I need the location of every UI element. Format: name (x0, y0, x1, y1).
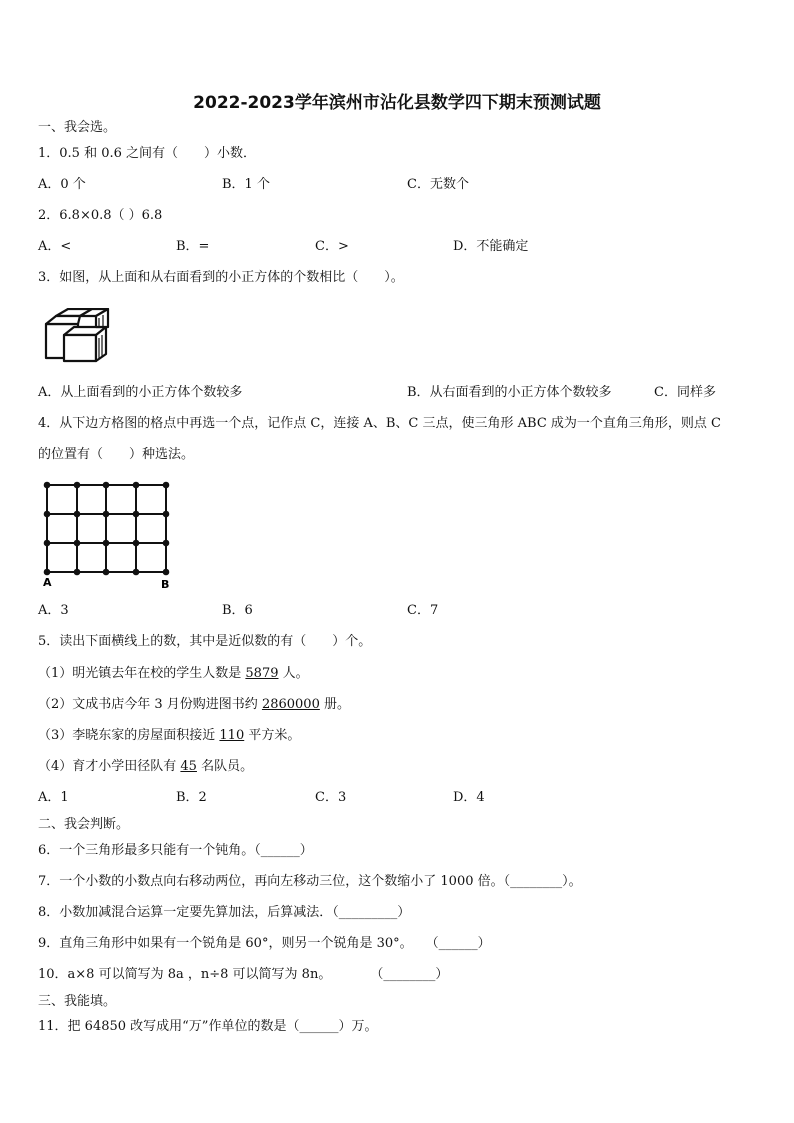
question-8: 8．小数加减混合运算一定要先算加法，后算减法．（_________） (38, 905, 411, 920)
section-heading-1: 一、我会选。 (38, 120, 117, 135)
question-1-option-b[interactable]: B．1 个 (222, 177, 270, 192)
question-4-option-a[interactable]: A．3 (38, 603, 69, 618)
question-4-stem-line-2: 的位置有（ ）种选法。 (38, 447, 195, 462)
item-text: （2）文成书店今年 3 月份购进图书约 (38, 697, 262, 712)
item-text: （3）李晓东家的房屋面积接近 (38, 728, 220, 743)
point-a-label: A (43, 576, 52, 589)
item-text: 人。 (278, 666, 309, 681)
question-5-option-b[interactable]: B．2 (176, 790, 207, 805)
dot-grid-figure (38, 478, 178, 592)
question-4-option-b[interactable]: B．6 (222, 603, 253, 618)
item-text: 平方米。 (244, 728, 301, 743)
question-3-option-c[interactable]: C．同样多 (654, 385, 716, 400)
question-2-option-d[interactable]: D．不能确定 (453, 239, 529, 254)
question-11: 11．把 64850 改写成用“万”作单位的数是（______）万。 (38, 1019, 378, 1034)
question-7: 7．一个小数的小数点向右移动两位，再向左移动三位，这个数缩小了 1000 倍。（________）。 (38, 874, 582, 889)
cube-stack-figure (44, 308, 114, 364)
question-2-option-b[interactable]: B．= (176, 239, 210, 254)
question-4-option-c[interactable]: C．7 (407, 603, 439, 618)
question-2-option-a[interactable]: A．< (38, 239, 72, 254)
item-text: 名队员。 (196, 759, 254, 774)
underlined-number: 45 (180, 759, 197, 774)
question-5-item-4 (38, 759, 253, 775)
item-text: 册。 (319, 697, 350, 712)
question-5-item-1 (38, 666, 309, 682)
question-5-stem: 5．读出下面横线上的数，其中是近似数的有（ ）个。 (38, 634, 372, 649)
question-1-option-c[interactable]: C．无数个 (407, 177, 469, 192)
underlined-number: 110 (219, 728, 245, 743)
underlined-number: 2860000 (261, 697, 320, 712)
question-5-option-c[interactable]: C．3 (315, 790, 347, 805)
page-title: 2022-2023学年滨州市沾化县数学四下期末预测试题 (193, 93, 601, 113)
point-b-label: B (161, 578, 170, 591)
section-heading-3: 三、我能填。 (38, 994, 117, 1009)
question-6: 6．一个三角形最多只能有一个钝角。（______） (38, 843, 313, 858)
item-text: （4）育才小学田径队有 (38, 759, 181, 774)
question-9: 9．直角三角形中如果有一个锐角是 60°，则另一个锐角是 30°。 （______） (38, 936, 491, 951)
question-3-option-a[interactable]: A．从上面看到的小正方体个数较多 (38, 385, 243, 400)
question-3-option-b[interactable]: B．从右面看到的小正方体个数较多 (407, 385, 612, 400)
section-heading-2: 二、我会判断。 (38, 817, 130, 832)
question-3-stem: 3．如图，从上面和从右面看到的小正方体的个数相比（ ）。 (38, 270, 404, 285)
question-2-option-c[interactable]: C．> (315, 239, 349, 254)
question-5-option-d[interactable]: D．4 (453, 790, 485, 805)
question-5-option-a[interactable]: A．1 (38, 790, 69, 805)
question-5-item-3 (38, 728, 300, 744)
question-2-stem: 2．6.8×0.8（ ）6.8 (38, 208, 163, 223)
question-10: 10．a×8 可以简写为 8a ，n÷8 可以简写为 8n。 （________） (38, 967, 449, 982)
question-5-item-2 (38, 697, 350, 713)
underlined-number: 5879 (245, 666, 279, 681)
item-text: （1）明光镇去年在校的学生人数是 (38, 666, 246, 681)
question-1-stem: 1．0.5 和 0.6 之间有（ ）小数． (38, 146, 257, 161)
question-4-stem-line-1: 4．从下边方格图的格点中再选一个点，记作点 C，连接 A、B、C 三点，使三角形 ABC 成为一个直角三角形，则点 C (38, 416, 721, 431)
question-1-option-a[interactable]: A．0 个 (38, 177, 86, 192)
